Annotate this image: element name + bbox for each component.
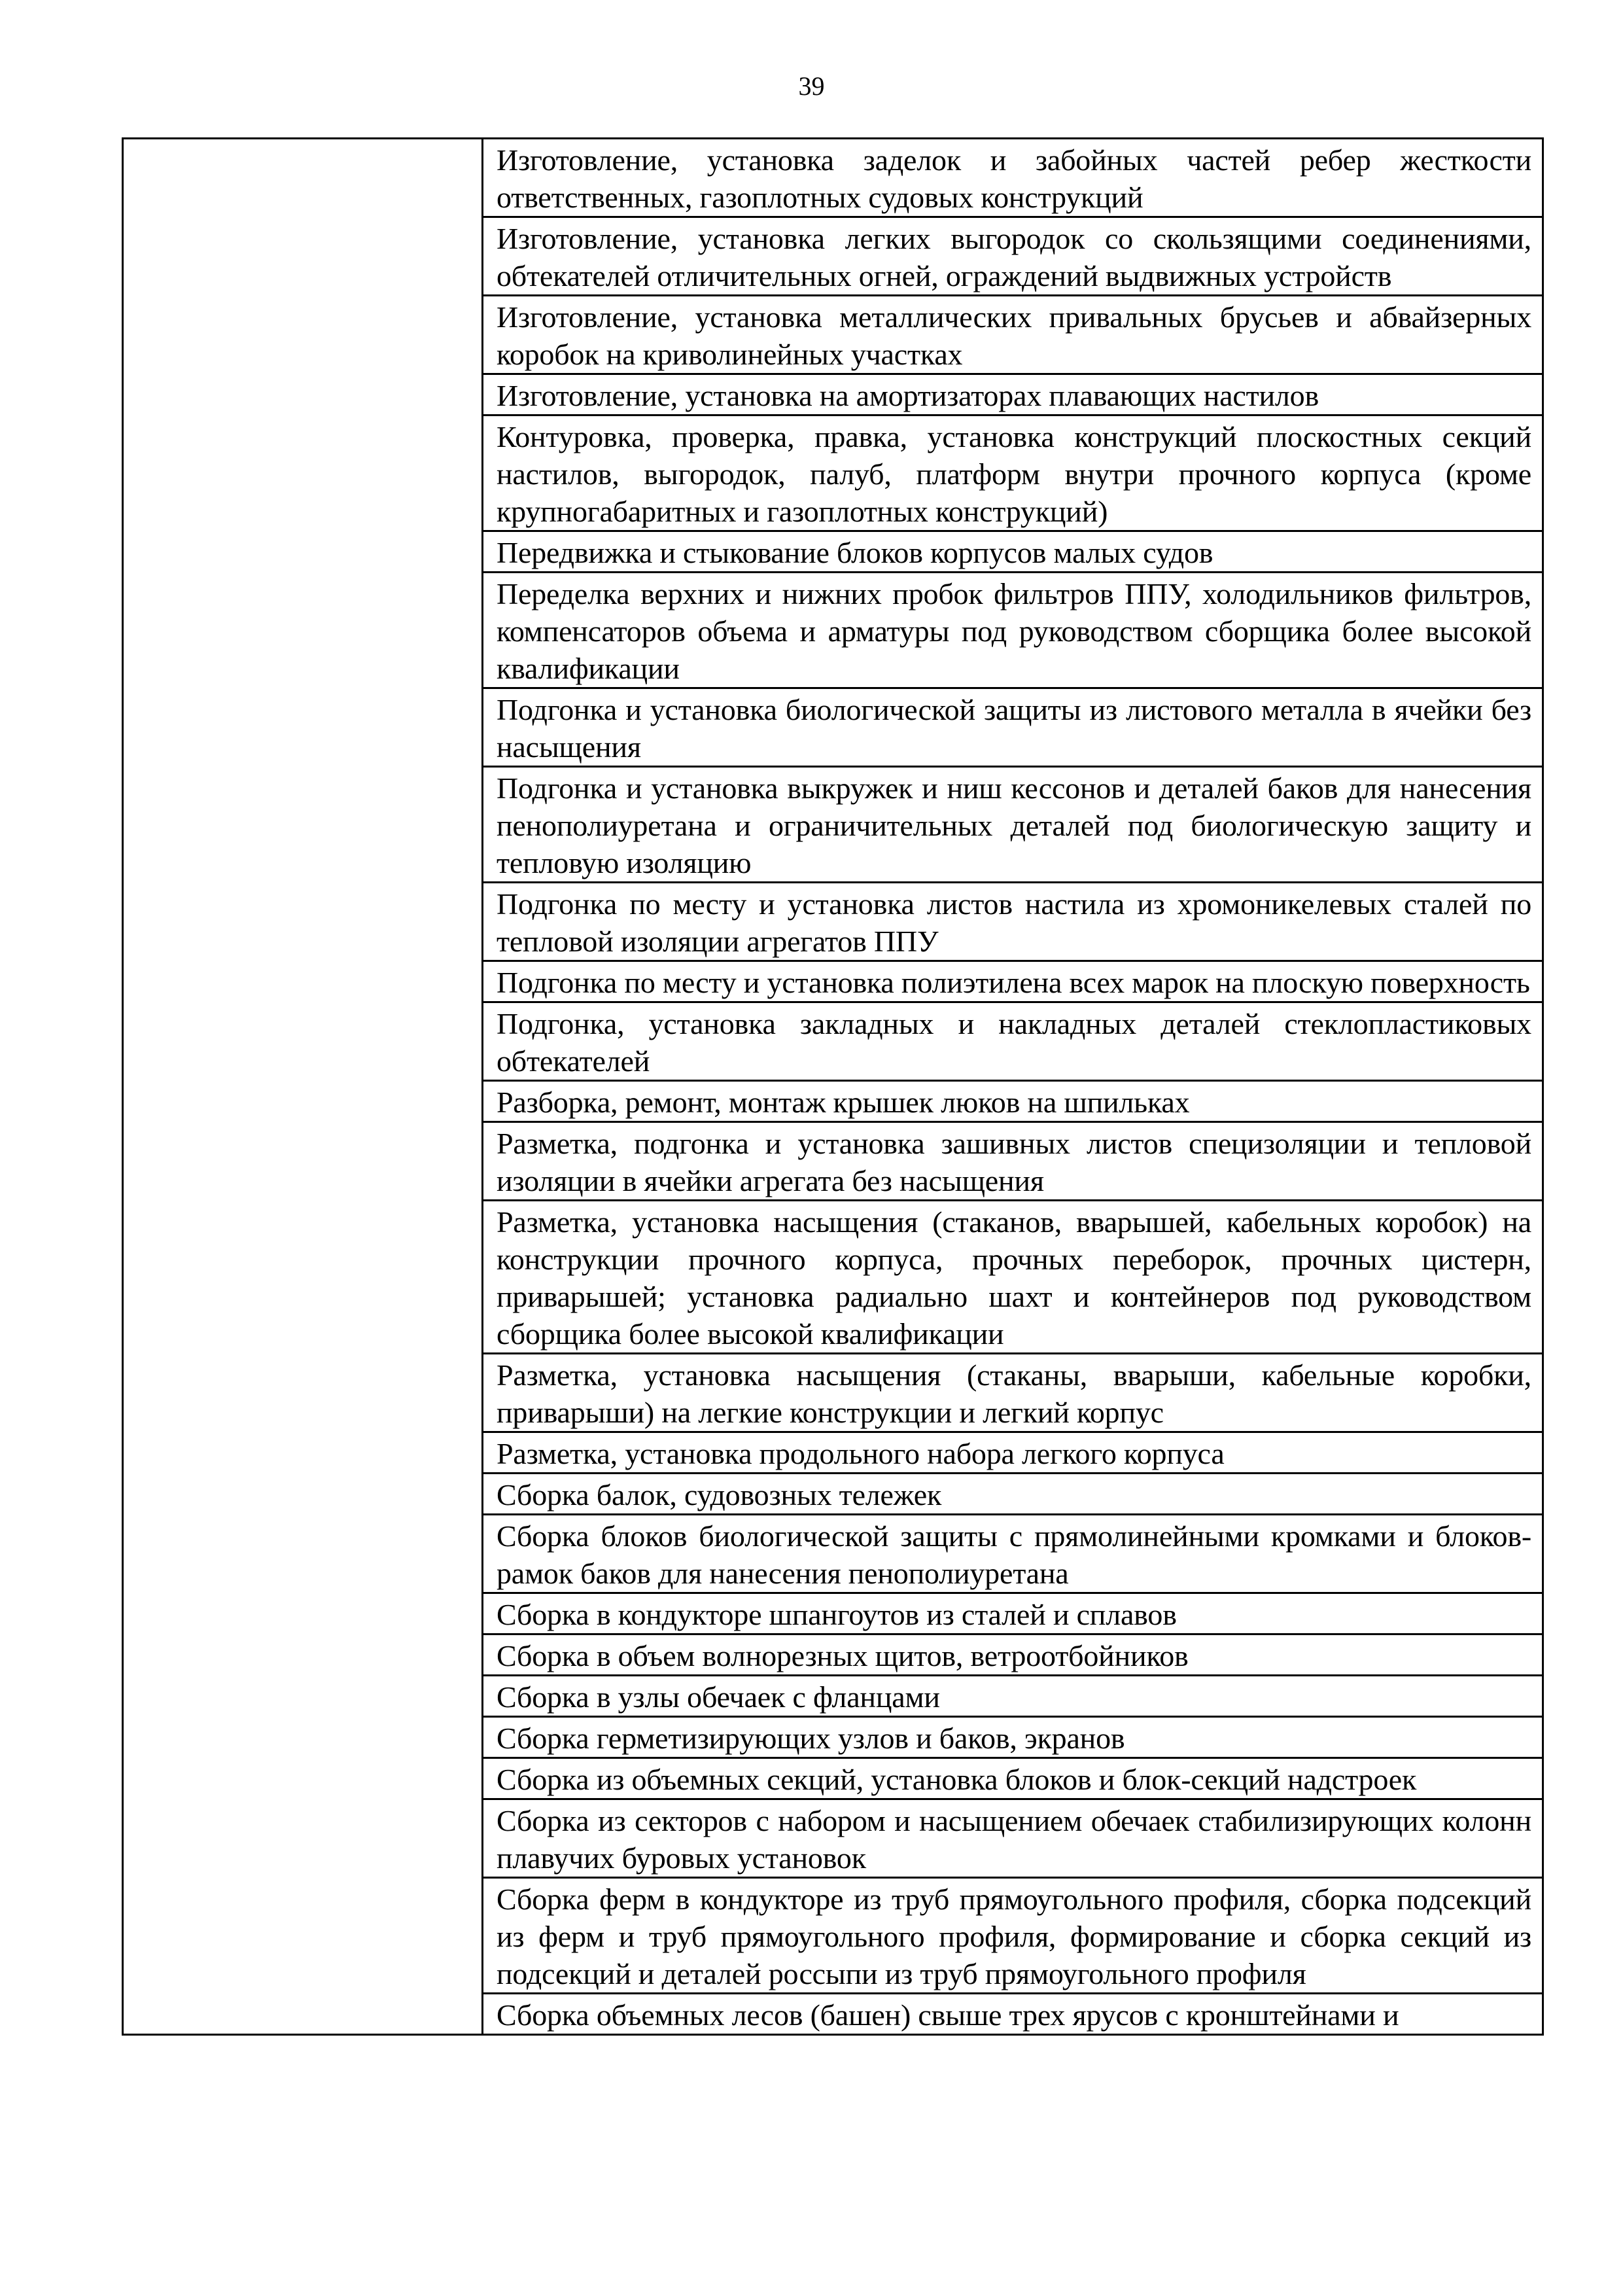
work-item-text: Изготовление, установка заделок и забойных частей ребер жесткости ответственных, газоплотных судовых конструкций [497, 143, 1531, 214]
work-item-text: Сборка объемных лесов (башен) свыше трех ярусов с кронштейнами и [497, 1998, 1399, 2032]
work-item-text: Передвижка и стыкование блоков корпусов малых судов [497, 536, 1213, 569]
work-item-cell [483, 767, 1543, 883]
work-item-cell [483, 1081, 1543, 1122]
work-item-cell [483, 1676, 1543, 1717]
work-item-text: Сборка герметизирующих узлов и баков, экранов [497, 1722, 1125, 1755]
table-row [123, 139, 1543, 217]
work-item-text: Переделка верхних и нижних пробок фильтров ППУ, холодильников фильтров, компенсаторов объема и арматуры под руководством сборщика более высокой квалификации [497, 577, 1531, 685]
work-item-text: Изготовление, установка металлических привальных брусьев и абвайзерных коробок на криволинейных участках [497, 300, 1531, 371]
work-item-cell [483, 1474, 1543, 1515]
work-item-text: Сборка балок, судовозных тележек [497, 1478, 942, 1511]
work-item-text: Подгонка и установка выкружек и ниш кессонов и деталей баков для нанесения пенополиуретана и ограничительных деталей под биологическую защиту и тепловую изоляцию [497, 771, 1531, 879]
work-item-cell [483, 1515, 1543, 1593]
work-item-text: Подгонка по месту и установка листов настила из хромоникелевых сталей по тепловой изоляции агрегатов ППУ [497, 887, 1531, 958]
work-item-cell [483, 139, 1543, 217]
page-number: 39 [798, 71, 825, 101]
work-item-cell [483, 415, 1543, 531]
work-item-text: Подгонка, установка закладных и накладных деталей стеклопластиковых обтекателей [497, 1007, 1531, 1078]
work-item-cell [483, 883, 1543, 961]
work-item-text: Сборка в узлы обечаек с фланцами [497, 1680, 940, 1714]
work-item-text: Изготовление, установка легких выгородок со скользящими соединениями, обтекателей отличительных огней, ограждений выдвижных устройств [497, 222, 1531, 292]
work-item-cell [483, 961, 1543, 1002]
work-item-cell [483, 688, 1543, 767]
work-item-text: Подгонка по месту и установка полиэтилена всех марок на плоскую поверхность [497, 966, 1530, 999]
work-item-cell [483, 573, 1543, 688]
work-item-text: Разметка, установка продольного набора легкого корпуса [497, 1437, 1225, 1470]
profession-cell [123, 139, 483, 2035]
work-item-cell [483, 1878, 1543, 1994]
work-item-cell [483, 1432, 1543, 1474]
work-item-text: Сборка из объемных секций, установка блоков и блок-секций надстроек [497, 1763, 1417, 1796]
work-item-cell [483, 1634, 1543, 1676]
work-item-text: Разметка, установка насыщения (стаканы, вварыши, кабельные коробки, приварыши) на легкие конструкции и легкий корпус [497, 1358, 1531, 1429]
work-item-text: Сборка из секторов с набором и насыщением обечаек стабилизирующих колонн плавучих буровых установок [497, 1804, 1531, 1875]
work-item-cell [483, 1758, 1543, 1799]
work-item-text: Подгонка и установка биологической защиты из листового металла в ячейки без насыщения [497, 693, 1531, 764]
work-item-text: Разборка, ремонт, монтаж крышек люков на шпильках [497, 1086, 1190, 1119]
work-item-text: Сборка ферм в кондукторе из труб прямоугольного профиля, сборка подсекций из ферм и труб прямоугольного профиля, формирование и сборка секций из подсекций и деталей россыпи из труб прямоугольного профиля [497, 1882, 1531, 1990]
work-item-cell [483, 1002, 1543, 1081]
work-item-text: Разметка, установка насыщения (стаканов, вварышей, кабельных коробок) на конструкции прочного корпуса, прочных переборок, прочных цистерн, приварышей; установка радиально шахт и контейнеров под руководством сборщика более высокой квалификации [497, 1205, 1531, 1351]
work-item-text: Сборка в объем волнорезных щитов, ветроотбойников [497, 1639, 1189, 1672]
work-item-cell [483, 1122, 1543, 1201]
work-list-table [122, 137, 1544, 2036]
work-item-cell [483, 374, 1543, 415]
work-item-cell [483, 1994, 1543, 2035]
work-item-cell [483, 1354, 1543, 1432]
work-item-text: Сборка блоков биологической защиты с прямолинейными кромками и блоков-рамок баков для нанесения пенополиуретана [497, 1519, 1531, 1590]
work-item-cell [483, 1201, 1543, 1354]
work-item-cell [483, 1799, 1543, 1878]
work-item-cell [483, 1593, 1543, 1634]
work-item-text: Разметка, подгонка и установка зашивных листов специзоляции и тепловой изоляции в ячейки агрегата без насыщения [497, 1127, 1531, 1197]
work-item-text: Сборка в кондукторе шпангоутов из сталей и сплавов [497, 1598, 1177, 1631]
work-item-text: Изготовление, установка на амортизаторах плавающих настилов [497, 379, 1319, 412]
work-item-cell [483, 217, 1543, 296]
work-item-cell [483, 296, 1543, 374]
work-item-cell [483, 1717, 1543, 1758]
work-item-cell [483, 531, 1543, 573]
work-item-text: Контуровка, проверка, правка, установка конструкций плоскостных секций настилов, выгородок, палуб, платформ внутри прочного корпуса (кроме крупногабаритных и газоплотных конструкций) [497, 420, 1531, 528]
